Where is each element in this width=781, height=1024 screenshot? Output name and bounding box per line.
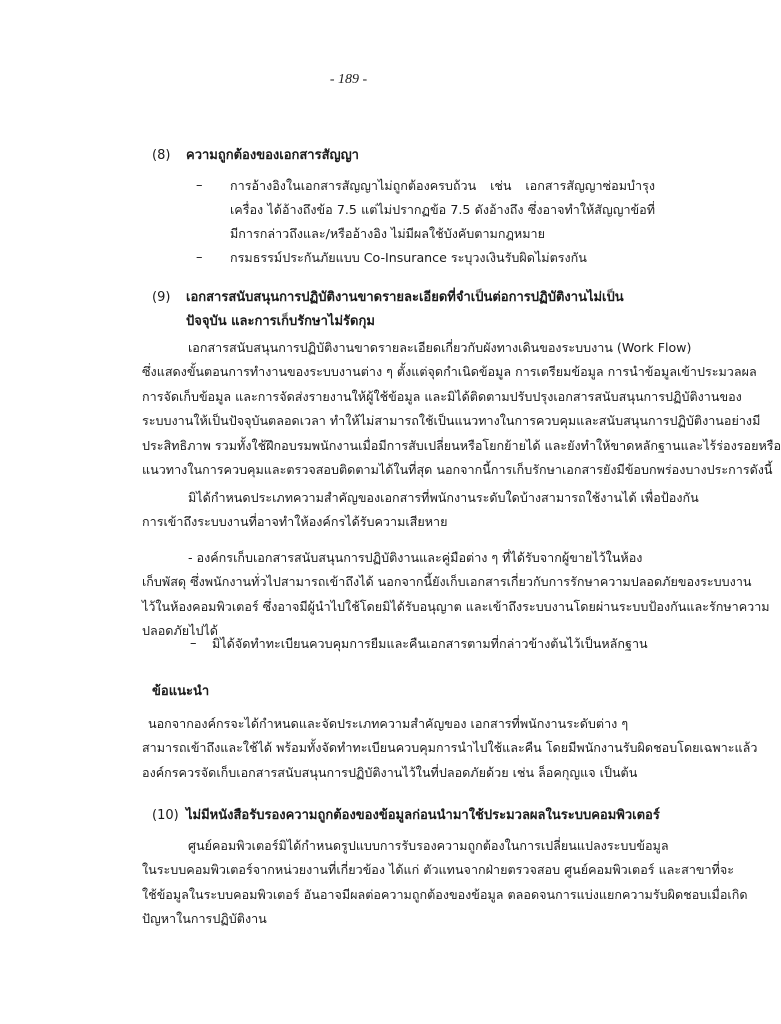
page-number: - 189 -: [329, 72, 368, 87]
recommendation-paragraph: [142, 712, 758, 785]
section-10-heading: ไม่มีหนังสือรับรองความถูกต้องของข้อมูลก่อนนำมาใช้ประมวลผลในระบบคอมพิวเตอร์: [186, 808, 660, 823]
text-line: องค์กรควรจัดเก็บเอกสารสนับสนุนการปฏิบัติงานไว้ในที่ปลอดภัยด้วย เช่น ล็อคกุญแจ เป็นต้น: [142, 764, 638, 780]
bullet-dash: –: [196, 250, 203, 265]
text-line: ปลอดภัยไปได้: [142, 623, 218, 639]
section-9-paragraph-3: [142, 546, 770, 644]
text-line: ไว้ในห้องคอมพิวเตอร์ ซึ่งอาจมีผู้นำไปใช้โดยมิได้รับอนุญาต และเข้าถึงระบบงานโดยผ่านระบบป้องกันและรักษาความ: [142, 598, 770, 614]
section-9-paragraph-2: [142, 486, 699, 535]
section-9-paragraph-1: [142, 336, 781, 482]
text-line: ระบบงานให้เป็นปัจจุบันตลอดเวลา ทำให้ไม่สามารถใช้เป็นแนวทางในการควบคุมและสนับสนุนการปฏิบัติงานอย่างมี: [142, 413, 761, 429]
section-10-number: (10): [152, 808, 179, 823]
text-line: มิได้กำหนดประเภทความสำคัญของเอกสารที่พนักงานระดับใดบ้างสามารถใช้งานได้ เพื่อป้องกัน: [188, 490, 699, 505]
text-line: เอกสารสนับสนุนการปฏิบัติงานขาดรายละเอียดเกี่ยวกับผังทางเดินของระบบงาน (Work Flow): [188, 340, 692, 355]
text-line: เก็บพัสดุ ซึ่งพนักงานทั่วไปสามารถเข้าถึงได้ นอกจากนี้ยังเก็บเอกสารเกี่ยวกับการรักษาความปลอดภัยของระบบงาน: [142, 574, 752, 590]
text-line: ในระบบคอมพิวเตอร์จากหน่วยงานที่เกี่ยวข้อง ได้แก่ ตัวแทนจากฝ่ายตรวจสอบ ศูนย์คอมพิวเตอร์ และสาขาที่จะ: [142, 862, 735, 878]
text-line: การเข้าถึงระบบงานที่อาจทำให้องค์กรได้รับความเสียหาย: [142, 514, 448, 530]
section-9-number: (9): [152, 290, 171, 305]
text-line: ศูนย์คอมพิวเตอร์มิได้กำหนดรูปแบบการรับรองความถูกต้องในการเปลี่ยนแปลงระบบข้อมูล: [188, 838, 669, 853]
section-9-heading-line-1: เอกสารสนับสนุนการปฏิบัติงานขาดรายละเอียดที่จำเป็นต่อการปฏิบัติงานไม่เป็น: [186, 290, 624, 305]
text-line: ปัญหาในการปฏิบัติงาน: [142, 911, 267, 927]
text-line: ประสิทธิภาพ รวมทั้งใช้ฝึกอบรมพนักงานเมื่อมีการสับเปลี่ยนหรือโยกย้ายได้ และยังทำให้ขาดหลักฐานและไร้ร่องรอยหรือ: [142, 437, 781, 453]
text-line: - องค์กรเก็บเอกสารสนับสนุนการปฏิบัติงานและคู่มือต่าง ๆ ที่ได้รับจากผู้ขายไว้ในห้อง: [188, 550, 643, 565]
text-line: ใช้ข้อมูลในระบบคอมพิวเตอร์ อันอาจมีผลต่อความถูกต้องของข้อมูล ตลอดจนการแบ่งแยกความรับผิดชอบเมื่อเกิด: [142, 886, 748, 902]
section-10-paragraph: [142, 834, 748, 932]
bullet-dash: –: [196, 178, 203, 193]
text-line: แนวทางในการควบคุมและตรวจสอบติดตามได้ในที่สุด นอกจากนี้การเก็บรักษาเอกสารยังมีข้อบกพร่องบางประการดังนี้: [142, 462, 773, 478]
section-9-heading-line-2: ปัจจุบัน และการเก็บรักษาไม่รัดกุม: [186, 314, 375, 329]
section-8-number: (8): [152, 148, 171, 163]
bullet-dash: –: [190, 636, 197, 651]
text-line: สามารถเข้าถึงและใช้ได้ พร้อมทั้งจัดทำทะเบียนควบคุมการนำไปใช้และคืน โดยมีพนักงานรับผิดชอบโดยเฉพาะแล้ว: [142, 740, 758, 756]
section-8-bullet-1: การอ้างอิงในเอกสารสัญญาไม่ถูกต้องครบถ้วน เช่น เอกสารสัญญาซ่อมบำรุงเครื่อง ได้อ้างถึงข้อ 7.5 แต่ไม่ปรากฏข้อ 7.5 ดังอ้างถึง ซึ่งอาจทำให้สัญญาข้อที่มีการกล่าวถึงและ/หรืออ้างอิง ไม่มีผลใช้บังคับตามกฎหมาย: [230, 178, 655, 241]
section-8-heading: ความถูกต้องของเอกสารสัญญา: [186, 148, 359, 163]
section-9-bullet-last: มิได้จัดทำทะเบียนควบคุมการยืมและคืนเอกสารตามที่กล่าวข้างต้นไว้เป็นหลักฐาน: [212, 636, 648, 651]
section-8-bullet-2: กรมธรรม์ประกันภัยแบบ Co-Insurance ระบุวงเงินรับผิดไม่ตรงกัน: [230, 250, 587, 265]
text-line: การจัดเก็บข้อมูล และการจัดส่งรายงานให้ผู้ใช้ข้อมูล และมิได้ติดตามปรับปรุงเอกสารสนับสนุนการปฏิบัติงานของ: [142, 388, 742, 404]
text-line: ซึ่งแสดงขั้นตอนการทำงานของระบบงานต่าง ๆ ตั้งแต่จุดกำเนิดข้อมูล การเตรียมข้อมูล การนำข้อมูลเข้าประมวลผล: [142, 364, 757, 380]
text-line: นอกจากองค์กรจะได้กำหนดและจัดประเภทความสำคัญของ เอกสารที่พนักงานระดับต่าง ๆ: [148, 716, 629, 731]
recommendation-title: ข้อแนะนำ: [152, 684, 210, 699]
